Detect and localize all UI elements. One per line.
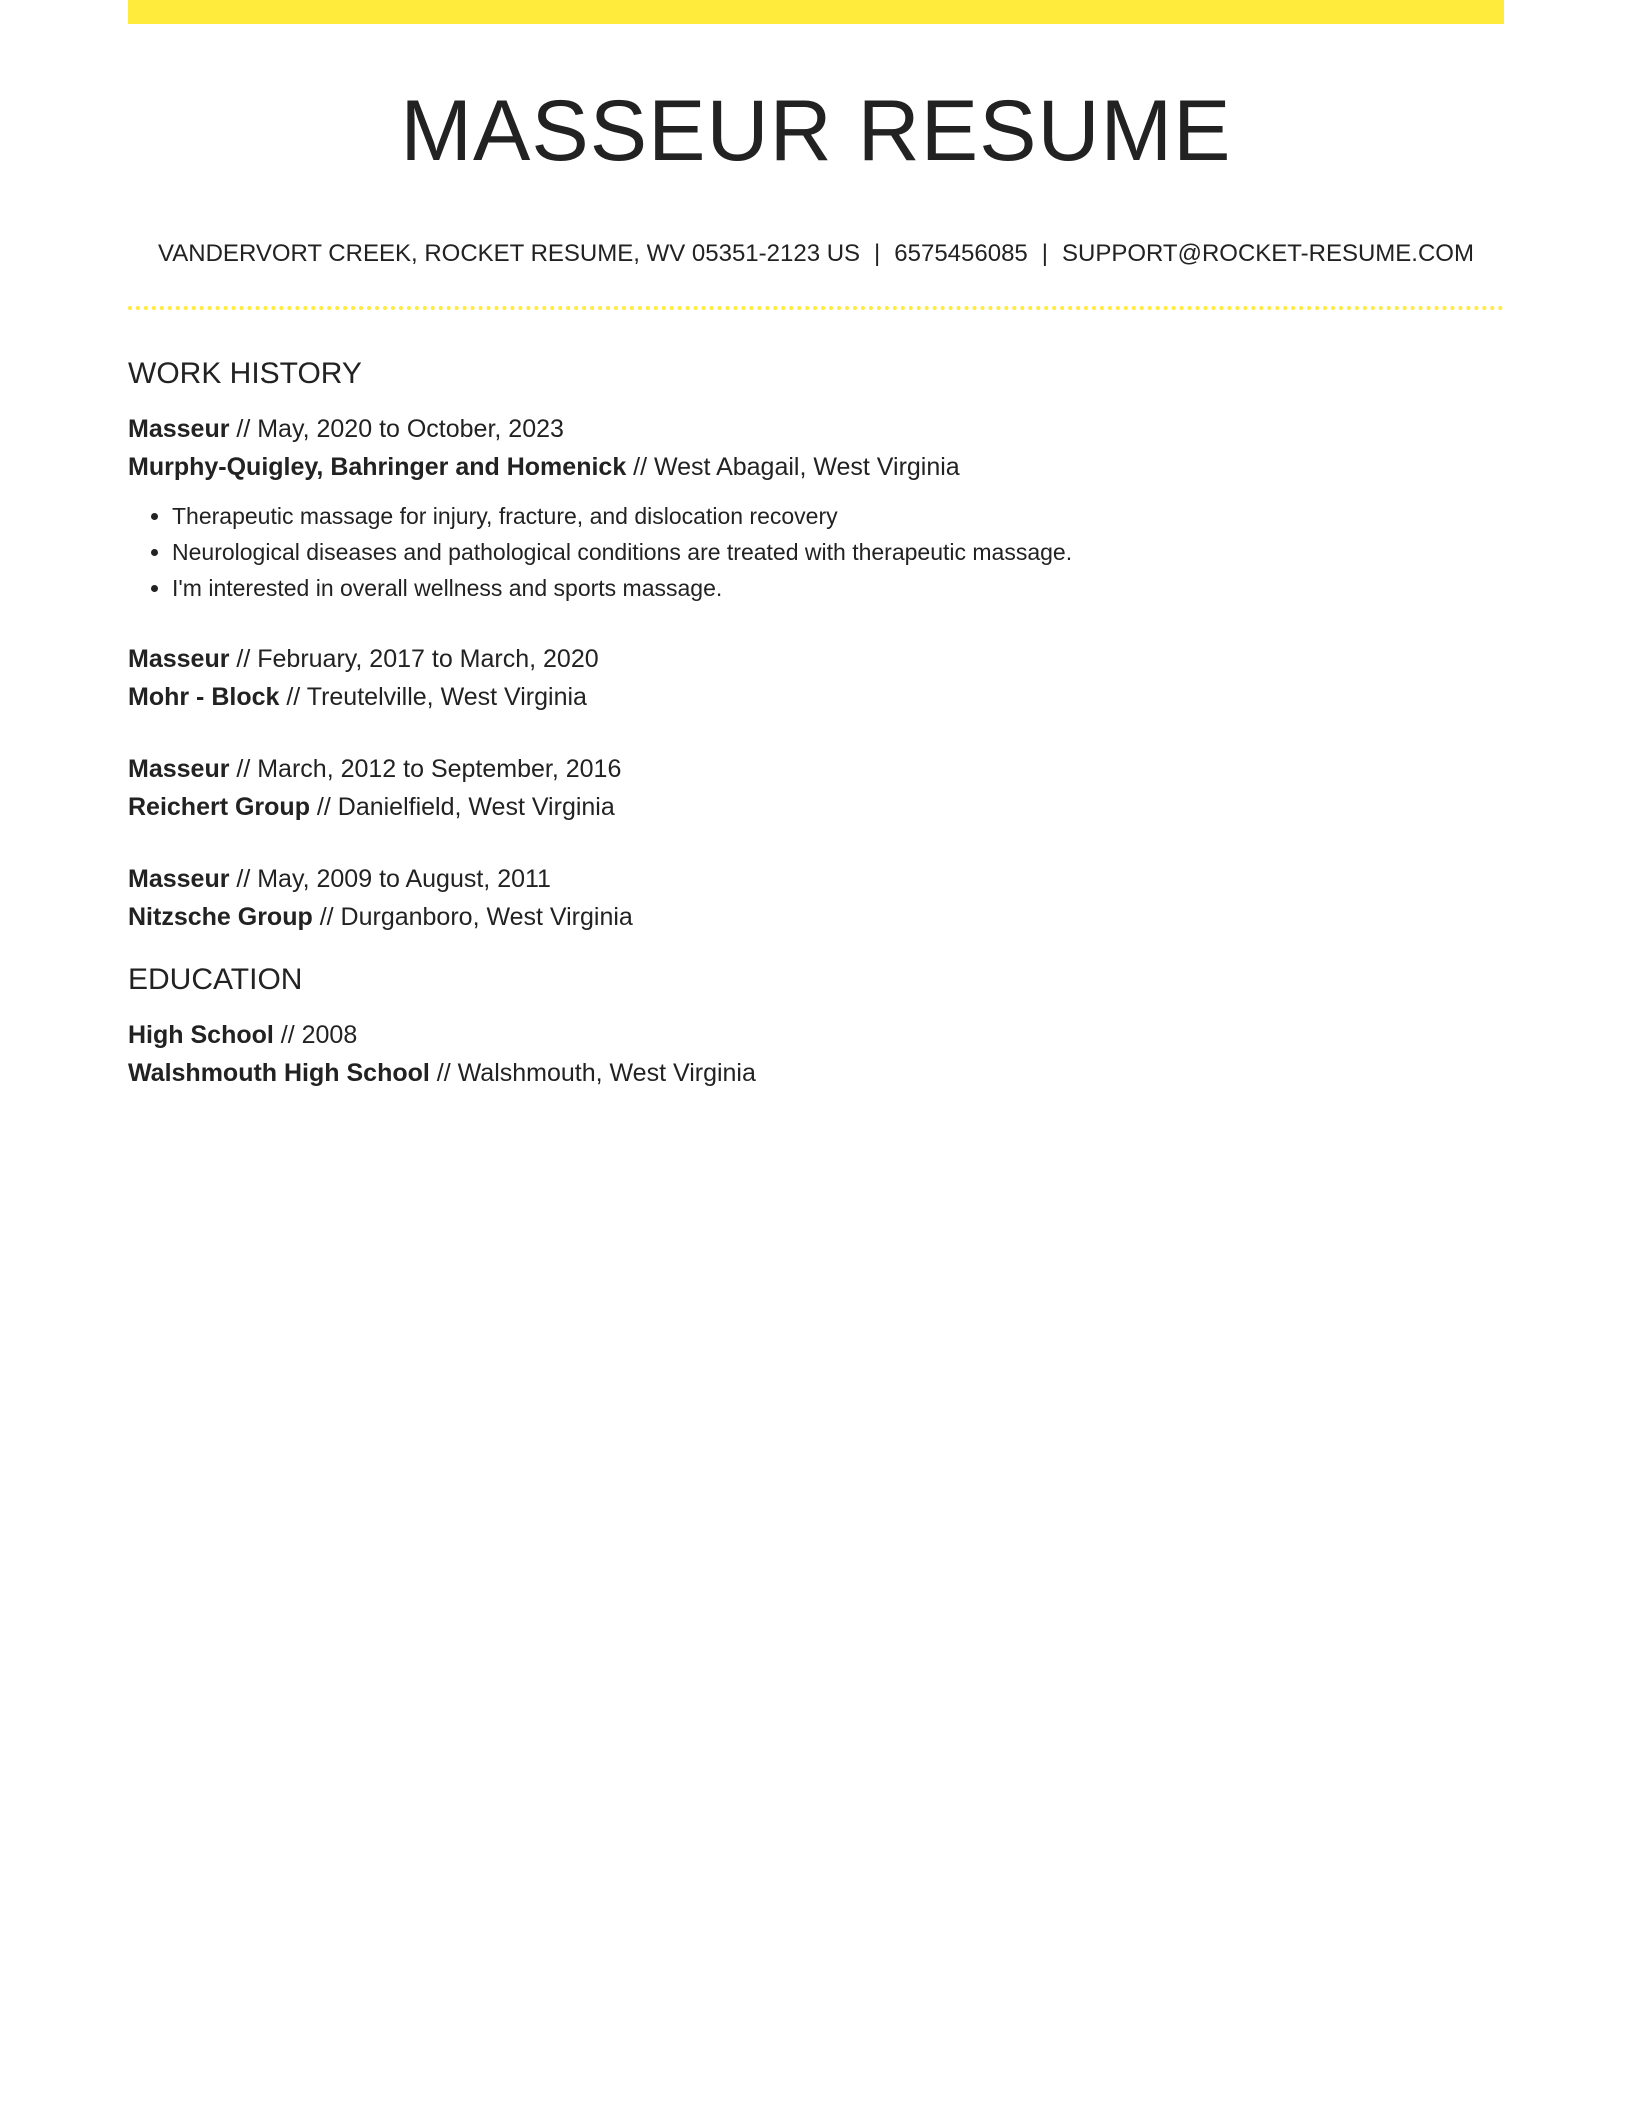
job-location: // Durganboro, West Virginia bbox=[312, 903, 633, 931]
dotted-divider bbox=[128, 306, 1504, 310]
job-dates: // February, 2017 to March, 2020 bbox=[229, 645, 599, 673]
education-school: Walshmouth High School bbox=[128, 1059, 430, 1087]
education-section bbox=[128, 958, 1504, 1092]
job-employer-line bbox=[128, 788, 1504, 826]
contact-email: SUPPORT@ROCKET-RESUME.COM bbox=[1062, 240, 1474, 267]
job-employer: Reichert Group bbox=[128, 793, 310, 821]
education-school-line bbox=[128, 1054, 1504, 1092]
job-role: Masseur bbox=[128, 755, 230, 783]
job-title-line bbox=[128, 640, 1504, 678]
education-degree: High School bbox=[128, 1021, 274, 1049]
job-employer: Mohr - Block bbox=[128, 683, 280, 711]
job-entry bbox=[128, 410, 1504, 606]
resume-content bbox=[128, 352, 1504, 1092]
job-entry bbox=[128, 750, 1504, 826]
job-bullet: • Neurological diseases and pathological conditions are treated with therapeutic massage. bbox=[172, 534, 1504, 570]
education-degree-line bbox=[128, 1016, 1504, 1054]
job-location: // Treutelville, West Virginia bbox=[279, 683, 587, 711]
job-role: Masseur bbox=[128, 645, 230, 673]
job-location: // West Abagail, West Virginia bbox=[626, 453, 960, 481]
job-entry bbox=[128, 640, 1504, 716]
job-location: // Danielfield, West Virginia bbox=[309, 793, 615, 821]
job-title-line bbox=[128, 410, 1504, 448]
job-dates: // May, 2020 to October, 2023 bbox=[229, 415, 564, 443]
job-title-line bbox=[128, 860, 1504, 898]
job-employer-line bbox=[128, 898, 1504, 936]
top-accent-bar bbox=[128, 0, 1504, 24]
job-employer-line bbox=[128, 448, 1504, 486]
contact-address: VANDERVORT CREEK, ROCKET RESUME, WV 05351-2123 US bbox=[158, 240, 861, 267]
education-year: // 2008 bbox=[273, 1021, 358, 1049]
job-title-line bbox=[128, 750, 1504, 788]
job-bullets bbox=[128, 498, 1504, 606]
job-employer: Nitzsche Group bbox=[128, 903, 313, 931]
job-bullet: • Therapeutic massage for injury, fracture, and dislocation recovery bbox=[172, 498, 1504, 534]
contact-separator: | bbox=[874, 240, 881, 267]
resume-page bbox=[128, 0, 1504, 2112]
section-heading-education: EDUCATION bbox=[128, 963, 303, 996]
job-dates: // March, 2012 to September, 2016 bbox=[229, 755, 622, 783]
job-dates: // May, 2009 to August, 2011 bbox=[229, 865, 551, 893]
section-heading-work-history: WORK HISTORY bbox=[128, 357, 362, 390]
job-role: Masseur bbox=[128, 865, 230, 893]
contact-separator: | bbox=[1041, 240, 1048, 267]
job-employer: Murphy-Quigley, Bahringer and Homenick bbox=[128, 453, 627, 481]
job-employer-line bbox=[128, 678, 1504, 716]
job-bullet: • I'm interested in overall wellness and sports massage. bbox=[172, 570, 1504, 606]
work-history-section bbox=[128, 352, 1504, 936]
job-role: Masseur bbox=[128, 415, 230, 443]
education-location: // Walshmouth, West Virginia bbox=[429, 1059, 756, 1087]
job-entry bbox=[128, 860, 1504, 936]
contact-line bbox=[128, 236, 1504, 272]
page-title: MASSEUR RESUME bbox=[400, 83, 1232, 179]
contact-phone: 6575456085 bbox=[894, 240, 1028, 267]
